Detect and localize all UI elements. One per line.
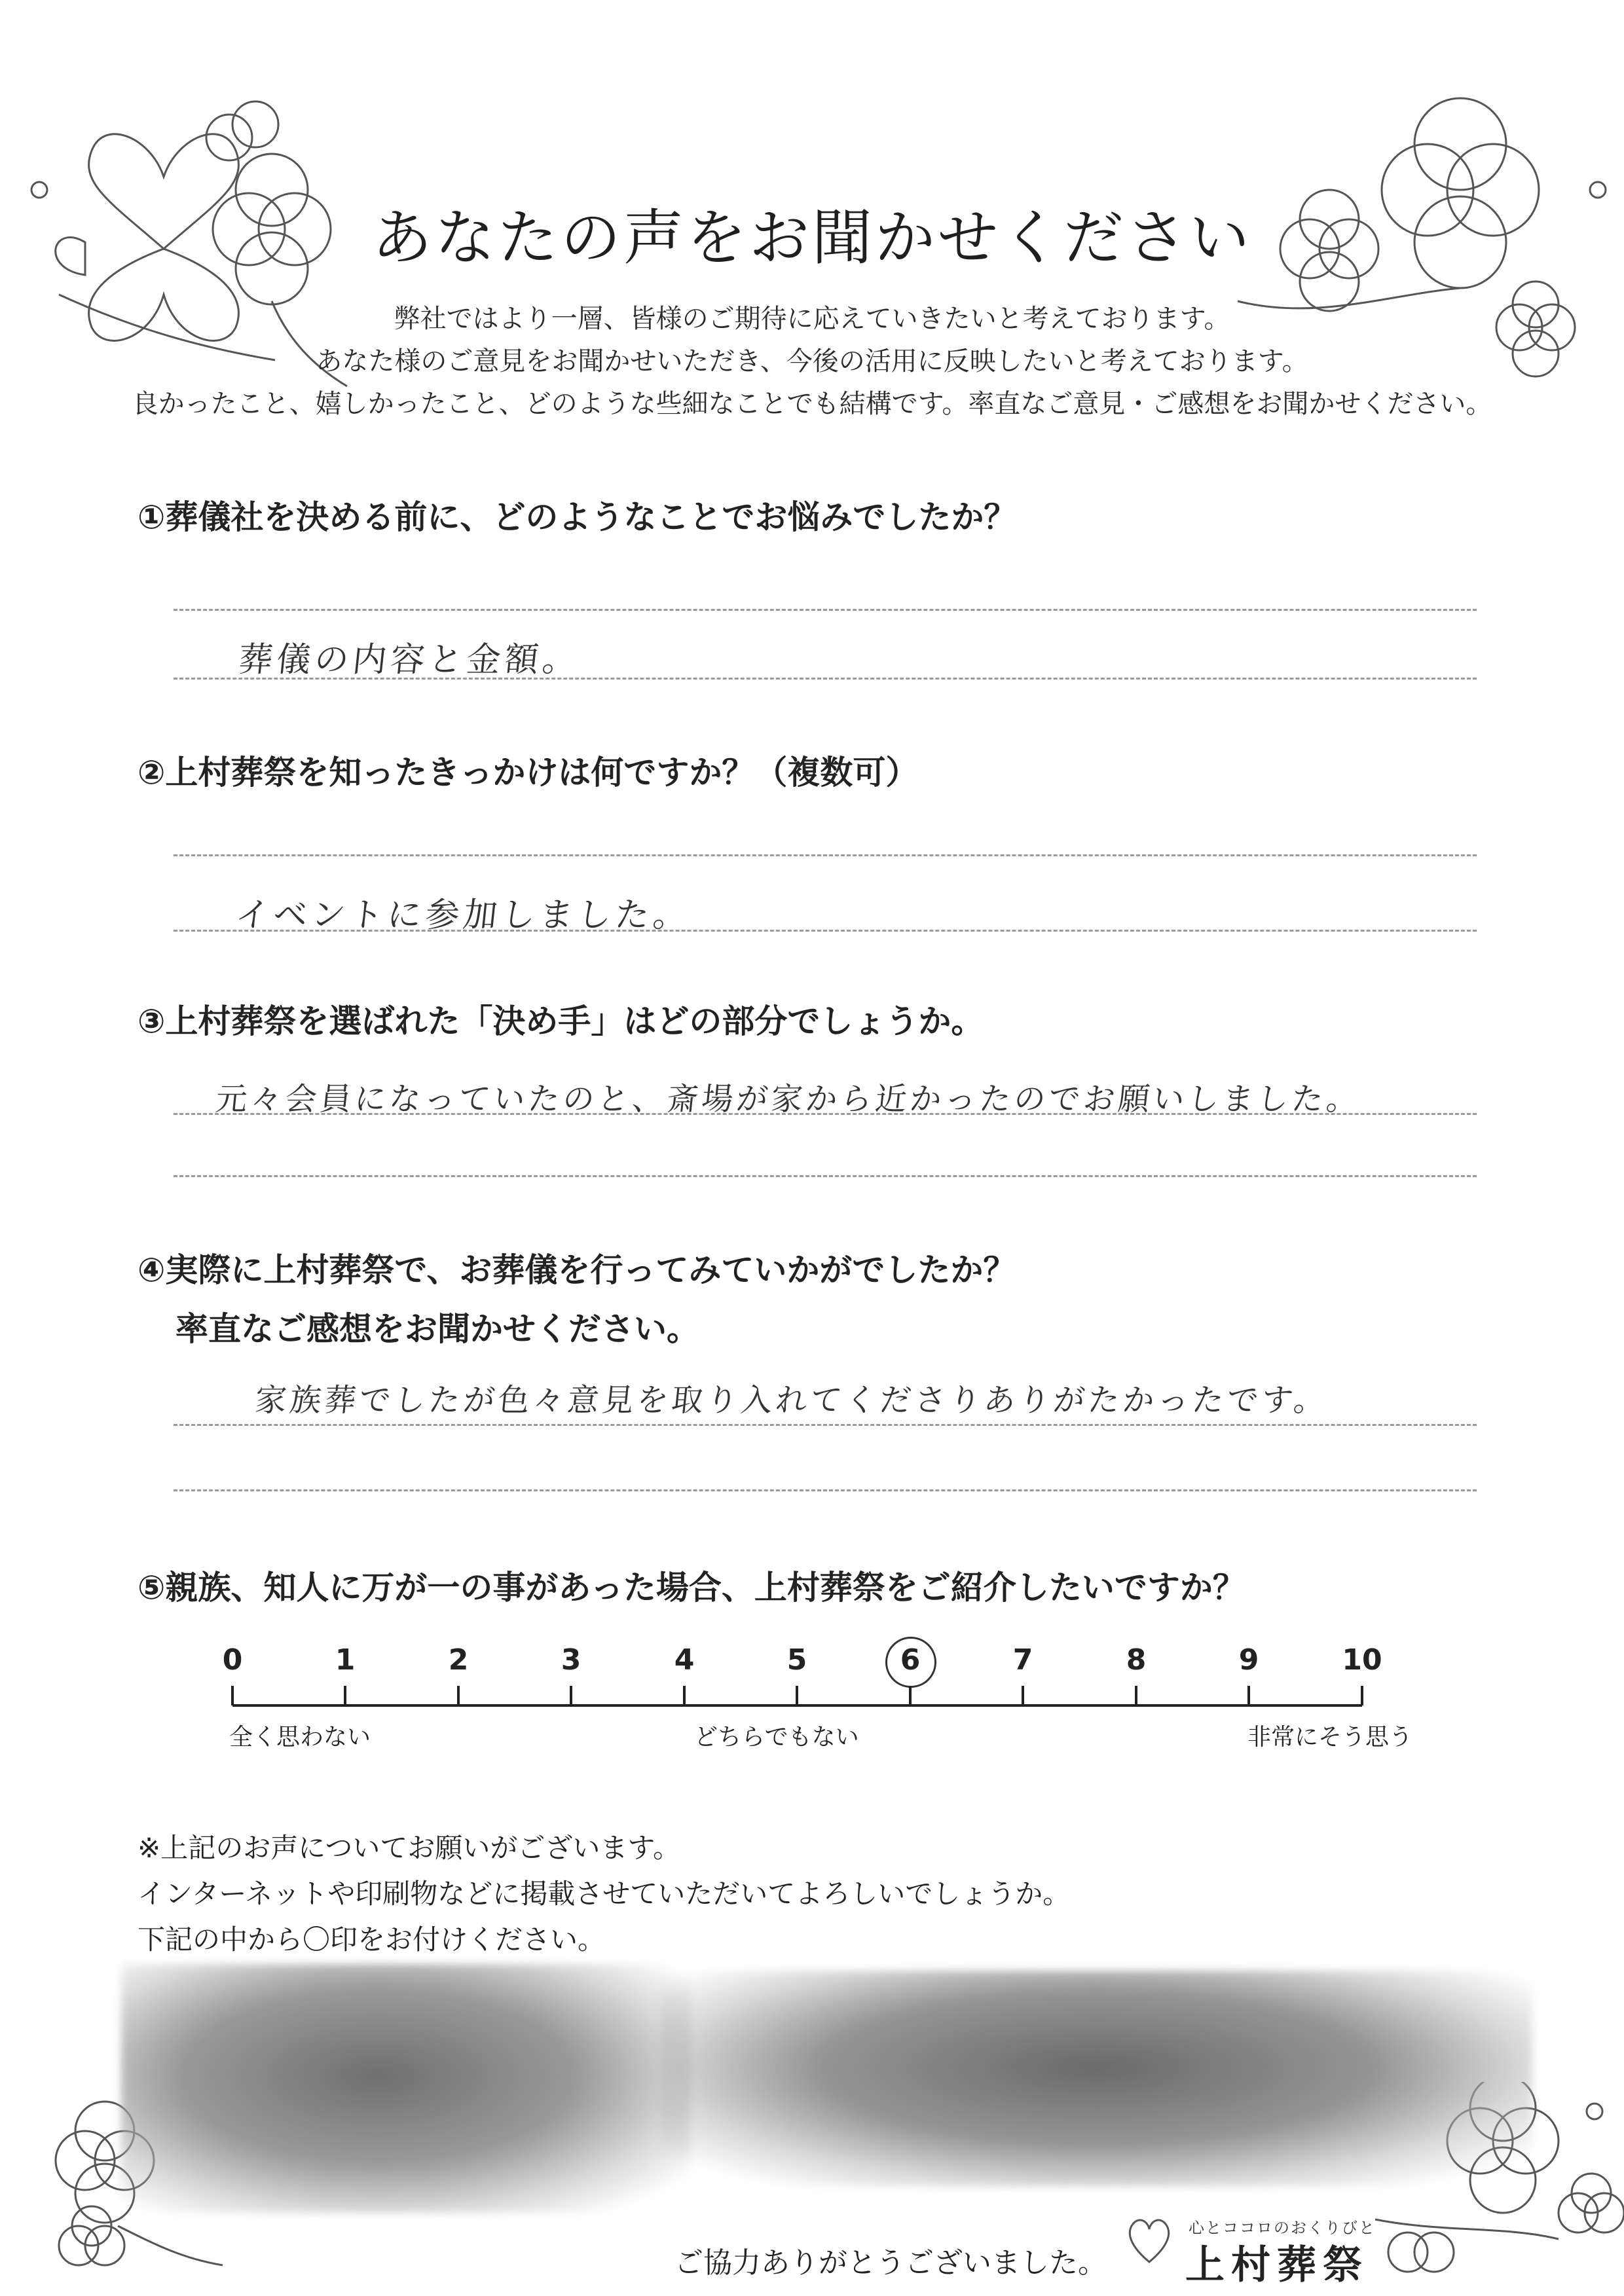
- question-2-label: ②上村葬祭を知ったきっかけは何ですか？（複数可）: [138, 754, 919, 792]
- redacted-area-right: [661, 1971, 1532, 2187]
- page-title: あなたの声をお聞かせください: [371, 203, 1252, 273]
- scale-tick: [1361, 1686, 1363, 1705]
- scale-tick: [570, 1686, 572, 1705]
- scale-number-6[interactable]: 6: [900, 1643, 921, 1677]
- scale-number-10[interactable]: 10: [1342, 1643, 1382, 1677]
- scale-number-4[interactable]: 4: [674, 1643, 695, 1677]
- question-4-sublabel: 率直なご感想をお聞かせください。: [175, 1310, 699, 1348]
- answer-4-text[interactable]: 家族葬でしたが色々意見を取り入れてくださりありがたかったです。: [253, 1382, 1331, 1419]
- answer-line: [174, 1489, 1477, 1491]
- note-line-1: ※上記のお声についてお願いがございます。: [138, 1832, 680, 1864]
- scale-tick: [457, 1686, 460, 1705]
- answer-line: [174, 854, 1477, 856]
- answer-3-text[interactable]: 元々会員になっていたのと、斎場が家から近かったのでお願いしました。: [213, 1081, 1363, 1118]
- question-1-label: ①葬儀社を決める前に、どのようなことでお悩みでしたか？: [138, 498, 1017, 536]
- scale-number-5[interactable]: 5: [786, 1643, 807, 1677]
- scale-number-8[interactable]: 8: [1126, 1643, 1147, 1677]
- scale-tick: [1022, 1686, 1024, 1705]
- question-4-label: ④実際に上村葬祭で、お葬儀を行ってみていかがでしたか？: [138, 1251, 1016, 1289]
- scale-tick: [796, 1686, 798, 1705]
- scale-tick: [1135, 1686, 1137, 1705]
- answer-line: [174, 678, 1477, 680]
- scale-number-9[interactable]: 9: [1238, 1643, 1259, 1677]
- note-line-2: インターネットや印刷物などに掲載させていただいてよろしいでしょうか。: [138, 1878, 1071, 1910]
- scale-number-2[interactable]: 2: [448, 1643, 469, 1677]
- scale-tick: [1247, 1686, 1250, 1705]
- scale-tick: [231, 1686, 234, 1705]
- answer-line: [174, 930, 1477, 932]
- scale-high-label: 非常にそう思う: [1247, 1724, 1413, 1751]
- thanks-message: ご協力ありがとうございました。: [674, 2246, 1107, 2280]
- logo-name: 上村葬祭: [1185, 2242, 1369, 2288]
- question-3-label: ③上村葬祭を選ばれた「決め手」はどの部分でしょうか。: [138, 1002, 984, 1040]
- scale-number-1[interactable]: 1: [335, 1643, 356, 1677]
- intro-line-1: 弊社ではより一層、皆様のご期待に応えていきたいと考えております。: [394, 304, 1230, 334]
- scale-tick: [909, 1686, 912, 1705]
- selected-circle-mark: [885, 1637, 936, 1688]
- answer-line: [174, 1113, 1477, 1115]
- answer-2-text[interactable]: イベントに参加しました。: [233, 896, 693, 935]
- answer-line: [174, 609, 1477, 611]
- scale-axis-line: [232, 1704, 1362, 1707]
- scale-low-label: 全く思わない: [229, 1724, 371, 1751]
- answer-line: [174, 1175, 1477, 1177]
- answer-1-text[interactable]: 葬儀の内容と金額。: [236, 640, 583, 680]
- answer-line: [174, 1424, 1477, 1426]
- intro-line-2: あなた様のご意見をお聞かせいただき、今後の活用に反映したいと考えております。: [316, 346, 1308, 376]
- heart-icon: [1123, 2210, 1175, 2269]
- scale-mid-label: どちらでもない: [694, 1724, 859, 1751]
- question-5-label: ⑤親族、知人に万が一の事があった場合、上村葬祭をご紹介したいですか？: [138, 1569, 1246, 1607]
- intro-line-3: 良かったこと、嬉しかったこと、どのような些細なことでも結構です。率直なご意見・ご感想をお聞かせください。: [132, 389, 1492, 419]
- note-line-3: 下記の中から〇印をお付けください。: [138, 1923, 606, 1956]
- logo-tagline: 心とココロのおくりびと: [1189, 2219, 1376, 2237]
- scale-number-3[interactable]: 3: [561, 1643, 581, 1677]
- scale-number-0[interactable]: 0: [222, 1643, 243, 1677]
- redacted-area-left: [121, 1964, 691, 2213]
- scale-number-7[interactable]: 7: [1012, 1643, 1033, 1677]
- scale-tick: [344, 1686, 346, 1705]
- scale-tick: [683, 1686, 686, 1705]
